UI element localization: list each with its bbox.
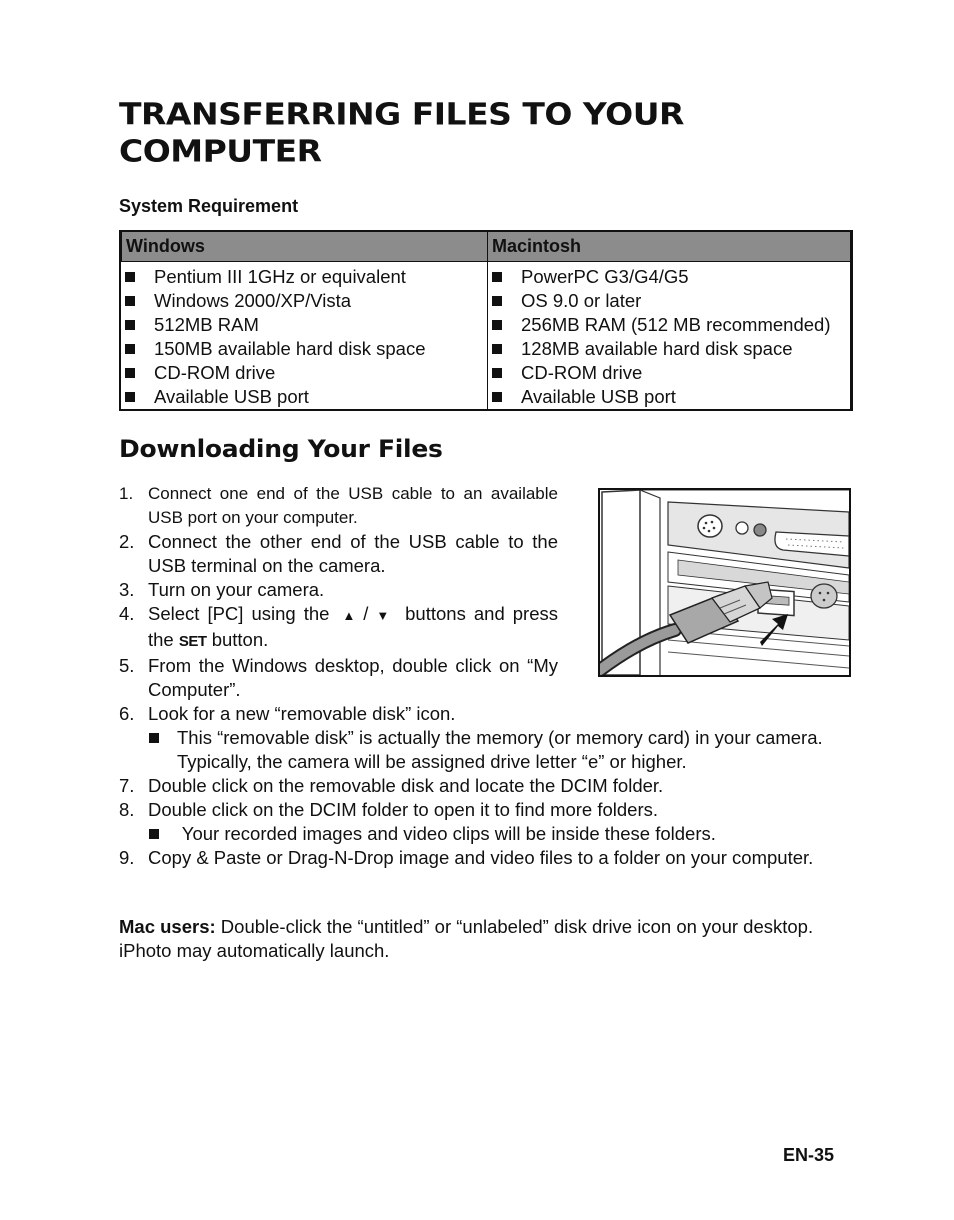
windows-requirements-list: [121, 262, 487, 409]
bullet-square-icon: [492, 368, 502, 378]
requirement-item: CD-ROM drive: [492, 361, 850, 385]
bullet-square-icon: [125, 320, 135, 330]
down-arrow-icon: ▼: [373, 608, 393, 623]
system-requirement-table: [119, 230, 853, 411]
requirement-item: Windows 2000/XP/Vista: [125, 289, 487, 313]
requirement-item: Available USB port: [125, 385, 487, 409]
step-item: 6. Look for a new “removable disk” icon.: [119, 703, 456, 724]
system-requirement-heading: System Requirement: [119, 196, 299, 216]
step-item: 7. Double click on the removable disk and locate the DCIM folder.: [119, 775, 664, 796]
requirement-item: Pentium III 1GHz or equivalent: [125, 265, 487, 289]
page-title-line-1: TRANSFERRING FILES TO YOUR: [119, 96, 684, 132]
step-sub-item: This “removable disk” is actually the memory (or memory card) in your camera. Typically, the camera will be assigned drive letter “e” or higher.: [119, 726, 853, 774]
mac-users-note: [119, 915, 859, 963]
step-item: 3. Turn on your camera.: [119, 579, 325, 600]
bullet-square-icon: [125, 272, 135, 282]
windows-column: [121, 232, 488, 409]
download-steps-list: [119, 482, 853, 870]
step-item: 2. Connect the other end of the USB cable to the USB terminal on the camera.: [119, 531, 558, 576]
bullet-square-icon: [492, 320, 502, 330]
requirement-item: 512MB RAM: [125, 313, 487, 337]
up-arrow-icon: ▲: [342, 608, 359, 623]
requirement-item: 128MB available hard disk space: [492, 337, 850, 361]
step-item: 8. Double click on the DCIM folder to open it to find more folders.: [119, 799, 659, 820]
bullet-square-icon: [492, 392, 502, 402]
requirement-item: PowerPC G3/G4/G5: [492, 265, 850, 289]
mac-users-label: Mac users:: [119, 916, 216, 937]
macintosh-requirements-list: [488, 262, 850, 409]
bullet-square-icon: [125, 296, 135, 306]
macintosh-column-header: Macintosh: [488, 232, 850, 262]
section-title-downloading: Downloading Your Files: [119, 435, 443, 463]
requirement-item: OS 9.0 or later: [492, 289, 850, 313]
requirement-item: Available USB port: [492, 385, 850, 409]
step-item: 5. From the Windows desktop, double click on “My Computer”.: [119, 655, 558, 700]
bullet-square-icon: [149, 733, 159, 743]
bullet-square-icon: [492, 272, 502, 282]
step-item: 1. Connect one end of the USB cable to an available USB port on your computer.: [119, 484, 558, 527]
step-item: 9. Copy & Paste or Drag-N-Drop image and video files to a folder on your computer.: [119, 847, 814, 868]
page-title: [119, 96, 759, 170]
requirement-item: 150MB available hard disk space: [125, 337, 487, 361]
macintosh-column: [488, 232, 850, 409]
mac-users-text: Double-click the “untitled” or “unlabeled” disk drive icon on your desktop. iPhoto may automatically launch.: [119, 916, 814, 961]
bullet-square-icon: [149, 829, 159, 839]
bullet-square-icon: [125, 368, 135, 378]
requirement-item: 256MB RAM (512 MB recommended): [492, 313, 850, 337]
page-title-line-2: COMPUTER: [119, 132, 322, 169]
step-item: 4. Select [PC] using the ▲ / ▼ buttons and press the SET button.: [119, 603, 559, 650]
requirement-item: CD-ROM drive: [125, 361, 487, 385]
bullet-square-icon: [125, 344, 135, 354]
bullet-square-icon: [492, 296, 502, 306]
set-button-label: SET: [178, 633, 207, 650]
windows-column-header: Windows: [119, 232, 487, 262]
bullet-square-icon: [125, 392, 135, 402]
step-sub-item: Your recorded images and video clips will be inside these folders.: [119, 822, 853, 846]
page-number: EN-35: [783, 1145, 835, 1165]
bullet-square-icon: [492, 344, 502, 354]
